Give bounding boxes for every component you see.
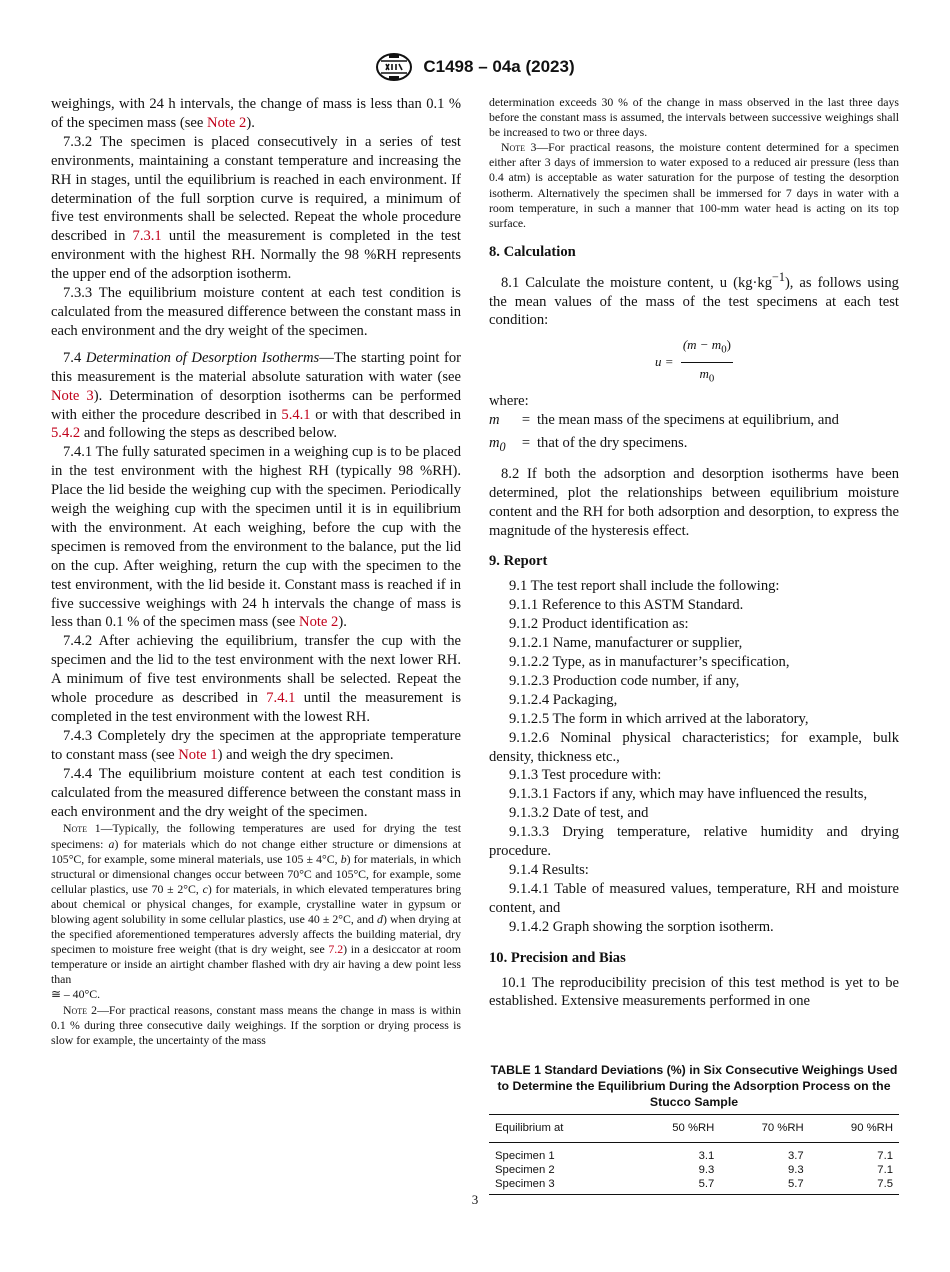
astm-logo-icon [375,52,413,82]
paragraph-7-4-4: 7.4.4 The equilibrium moisture content at each test condition is calculated from the measured difference between the constant mass in each environment and the dry weight of the specimen. [51,765,461,820]
table-cell: Specimen 2 [495,1164,555,1177]
table-cell: Specimen 3 [495,1178,555,1191]
paragraph-8-1: 8.1 Calculate the moisture content, u $(kg\cdot kg^{-1})$, as follows using the mean values of the mass of the test specimens at each test condition: [489,269,899,329]
list-item: 9.1.4 Results: [509,861,589,878]
definition-row: m = the mean mass of the specimens at equilibrium, and [489,412,839,429]
note-2-link[interactable]: Note 2 [299,614,339,631]
table-1 [489,1114,899,1195]
note-1-link[interactable]: Note 1 [178,746,218,763]
paragraph-7-4: 7.4 Determination of Desorption Isotherms—The starting point for this measurement is the material absolute saturation with water (see Note 3). Determination of desorption isotherms can be performed with either the procedure described in 5.4.1 or with that described in 5.4.2 and following the steps as described below. [51,349,461,442]
note-2: Note 2—For practical reasons, constant mass means the change in mass is within 0.1 % during three consecutive daily weighings. If the sorption or drying process is slow for example, the uncertainty of the mass [51,1002,461,1047]
list-item: 9.1.2.6 Nominal physical characteristics; for example, bulk density, thickness etc., [489,729,899,765]
table-cell: 3.1 [698,1150,715,1163]
page-header [0,52,950,82]
list-item: 9.1.1 Reference to this ASTM Standard. [509,597,744,614]
table-cell: 9.3 [698,1164,715,1177]
note-2-continuation: determination exceeds 30 % of the change in mass observed in the last three days before the constant mass is assumed, the intervals between successive weighings shall be increased to two or three days. [489,95,899,140]
standard-designation: C1498 – 04a (2023) [423,57,575,76]
list-item: 9.1.2.4 Packaging, [509,691,618,708]
list-item: 9.1.2.2 Type, as in manufacturer’s specification, [509,654,790,671]
table-row [489,1163,899,1177]
list-item: 9.1.3.3 Drying temperature, relative humidity and drying procedure. [489,824,899,860]
section-7-3-1-link[interactable]: 7.3.1 [132,228,162,245]
list-item: 9.1.2.3 Production code number, if any, [509,672,740,689]
definition-row: $m_0$ = that of the dry specimens. [489,435,688,454]
list-item: 9.1.3.1 Factors if any, which may have influenced the results, [509,786,868,803]
column-header: 70 %RH [761,1122,804,1135]
moisture-content-equation: u = $\frac{(m - m_0)}{m_0}$ [655,337,731,385]
paragraph-continuation: weighings, with 24 h intervals, the change of mass is less than 0.1 % of the specimen mass (see Note 2). [51,96,461,131]
section-title-desorption: Determination of Desorption Isotherms [85,349,320,366]
list-item: 9.1 The test report shall include the following: [509,578,780,595]
table-header-row [489,1115,899,1143]
table-cell: Specimen 1 [495,1150,555,1163]
where-label: where: [489,393,529,410]
section-heading-calculation: 8. Calculation [489,243,576,260]
table-cell: 7.1 [877,1150,893,1163]
column-header: 50 %RH [672,1122,715,1135]
table-cell: 7.5 [877,1178,893,1191]
note-1: Note 1—Typically, the following temperatures are used for drying the test specimens: a) for materials which do not change either structure or dimensions at 105°C, for example, some mineral materials, use 105 ± 4°C, b) for materials, in which structural or dimensional changes occur between 70°C and 105°C, for example, some cellular plastics, use 70 ± 2°C, c) for materials, in which elevated temperatures bring about chemical or physical changes, for example, crystalline water in gypsum or blowing agent solubility in some cellular plastics, use 40 ± 2°C, and d) when drying at the specified aforementioned temperatures adversly affects the building material, dry specimen to moisture free weight (that is dry weight, see 7.2) in a desiccator at room temperature or inside an airtight chamber flashed with dry air having a dew point less than [51,821,462,987]
paragraph-8-2: 8.2 If both the adsorption and desorption isotherms have been determined, plot the relationships between equilibrium moisture content and the RH for both adsorption and desorption, to express the magnitude of the hysteresis effect. [489,465,899,539]
column-header: Equilibrium at [495,1122,564,1135]
list-item: 9.1.2.1 Name, manufacturer or supplier, [509,635,743,652]
table-row [489,1143,899,1164]
list-item: 9.1.2.5 The form in which arrived at the laboratory, [509,710,809,727]
note-3-link[interactable]: Note 3 [51,387,94,404]
column-header: 90 %RH [850,1122,893,1135]
section-5-4-2-link[interactable]: 5.4.2 [51,425,81,442]
paragraph-7-4-1: 7.4.1 The fully saturated specimen in a weighing cup is to be placed in the test environment with the highest RH (typically 98 %RH). Place the lid beside the weighing cup with the specimen. Periodically weigh the weighing cup with the specimen until it is in equilibrium with the environment. At each weighing, before the cup with the specimen is removed from the environment to the balance, put the lid on the cup. After weighing, return the cup with the specimen to the test environment, with the lid beside it. Constant mass is reached if in five successive weighings with 24 h intervals the change of mass is less than 0.1 % of the specimen mass (see Note 2). [51,444,461,631]
table-cell: 7.1 [877,1164,893,1177]
paragraph-10-1: 10.1 The reproducibility precision of this test method is yet to be established. Extensive measurements performed in one [489,974,899,1010]
section-heading-report: 9. Report [489,553,548,570]
table-1-title: TABLE 1 Standard Deviations (%) in Six Consecutive Weighings Used to Determine the Equilibrium During the Adsorption Process on the Stucco Sample [490,1063,898,1109]
table-cell: 5.7 [698,1178,715,1191]
list-item: 9.1.3.2 Date of test, and [509,805,649,822]
paragraph-7-4-2: 7.4.2 After achieving the equilibrium, transfer the cup with the specimen and the lid to the test environment with the next lower RH. A minimum of five test environments shall be selected. Repeat the whole procedure as described in 7.4.1 until the measurement is completed in the test environment with the lowest RH. [51,633,462,725]
page-number: 3 [471,1192,479,1207]
note-3: Note 3—For practical reasons, the moisture content determined for a specimen either after 3 days of immersion to water exposed to a reduced air pressure (less than 0.4 atm) is acceptable as water saturation for the purpose of testing the desorption isotherm. Alternatively the specimen shall be immersed for 7 days in water with a room temperature, in such a manner that 100-mm water head is acting on its top surface. [489,140,899,230]
right-column [489,95,899,1195]
list-item: 9.1.3 Test procedure with: [509,767,662,784]
table-cell: 5.7 [787,1178,804,1191]
table-cell: 3.7 [787,1150,804,1163]
paragraph-7-4-3: 7.4.3 Completely dry the specimen at the appropriate temperature to constant mass (see Note 1) and weigh the dry specimen. [51,727,461,763]
section-heading-precision: 10. Precision and Bias [489,949,626,966]
paragraph-7-3-3: 7.3.3 The equilibrium moisture content at each test condition is calculated from the measured difference between the constant mass in each environment and the dry weight of the specimen. [51,285,461,339]
table-cell: 9.3 [787,1164,804,1177]
list-item: 9.1.4.1 Table of measured values, temperature, RH and moisture content, and [489,880,899,916]
section-7-2-link[interactable]: 7.2 [328,942,344,957]
report-list [489,577,899,936]
list-item: 9.1.2 Product identification as: [509,616,689,633]
paragraph-7-3-2: 7.3.2 The specimen is placed consecutively in a series of test environments, maintaining a constant temperature and increasing the RH in stages, until the equilibrium is reached in each environment. If determination of the full sorption curve is required, a minimum of five test environments shall be selected. Repeat the whole procedure described in 7.3.1 until the measurement is completed in the test environment with the highest RH. Normally the 98 %RH represents the upper end of the adsorption isotherm. [51,133,461,283]
note-1-end: ≅ – 40°C. [51,987,101,1002]
note-2-link[interactable]: Note 2 [207,114,247,131]
left-column [51,95,461,1048]
list-item: 9.1.4.2 Graph showing the sorption isotherm. [509,918,774,935]
section-7-4-1-link[interactable]: 7.4.1 [266,690,296,707]
section-5-4-1-link[interactable]: 5.4.1 [281,406,311,423]
